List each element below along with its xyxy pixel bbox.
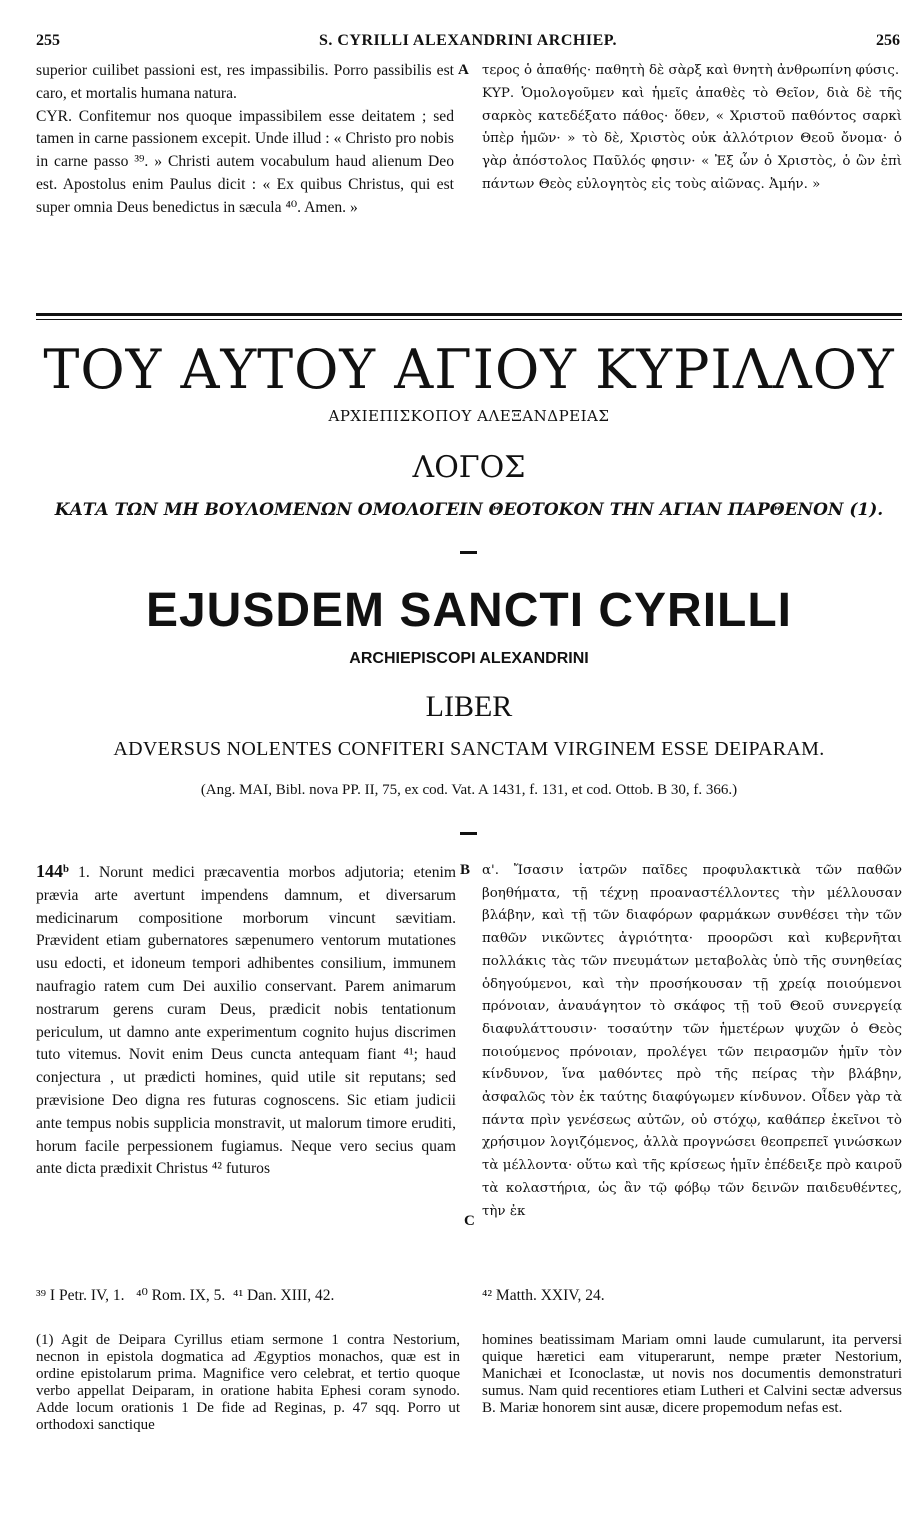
top-greek-text: τερος ὁ ἀπαθής· παθητὴ δὲ σὰρξ καὶ θνητὴ ἀνθρωπίνη φύσις. ΚΥΡ. Ὁμολογοῦμεν καὶ ἡμεῖς ἀπαθὲς τὸ Θεῖον, διὰ δὲ τῆς σαρκὸς κατεδέξατο πάθος· ὅθεν, « Χριστοῦ παθόντος σαρκὶ ὑπὲρ ἡμῶν· » τὸ δὲ, Χριστὸς οὐκ ἀλλότριον Θεοῦ ὄνομα· ὁ γὰρ ἀπόστολος Παῦλός φησιν· « Ἐξ ὧν ὁ Χριστὸς, ὁ ὢν ἐπὶ πάντων Θεὸς εὐλογητὸς εἰς τοὺς αἰῶνας. Ἀμήν. » xyxy=(482,63,902,192)
greek-subtitle: ΑΡΧΙΕΠΙΣΚΟΠΟΥ ΑΛΕΞΑΝΔΡΕΙΑΣ xyxy=(328,407,610,425)
page-number-left: 255 xyxy=(36,32,60,49)
footnote-left: (1) Agit de Deipara Cyrillus etiam sermone 1 contra Nestorium, necnon in epistola dogmatica ad Ægyptios monachos, quæ est in ordine epistolarum prima. Magnifice vero celebrat, et tertio quoque verbo appellat Deiparam, in oratione habita Ephesi coram synodo. Adde locum orationis 1 De fide ad Reginas, p. 47 sqq. Porro ut orthodoxi sanctique xyxy=(36,1332,460,1433)
greek-work-title: ΚΑΤΑ ΤΩΝ ΜΗ ΒΟΥΛΟΜΕΝΩΝ ΟΜΟΛΟΓΕΙΝ ΘΕΟΤΟΚΟΝ ΤΗΝ ΑΓΙΑΝ ΠΑΡΘΕΝΟΝ (1). xyxy=(54,500,884,520)
section-rule-thin xyxy=(36,319,902,320)
body-latin-column xyxy=(36,860,456,1181)
column-leader-number: 144ᵇ xyxy=(36,861,69,881)
body-greek-column xyxy=(482,860,902,1223)
section-rule-thick xyxy=(36,313,902,316)
top-latin-column xyxy=(36,60,454,220)
section-marker-a: A xyxy=(458,62,469,78)
divider-dash xyxy=(460,832,477,835)
greek-title: ΤΟΥ ΑΥΤΟΥ ΑΓΙΟΥ ΚΥΡΙΛΛΟΥ xyxy=(43,338,895,401)
greek-logos: ΛΟΓΟΣ xyxy=(412,450,526,485)
source-citation: (Ang. MAI, Bibl. nova PP. II, 75, ex cod. Vat. A 1431, f. 131, et cod. Ottob. B 30, f. 366.) xyxy=(200,782,738,798)
notes-left: ³⁹ I Petr. IV, 1. ⁴⁰ Rom. IX, 5. ⁴¹ Dan. XIII, 42. xyxy=(36,1287,335,1304)
running-head xyxy=(36,32,900,54)
latin-title: EJUSDEM SANCTI CYRILLI xyxy=(145,584,793,637)
body-latin-text: 1. Norunt medici præcaventia morbos adjutoria; etenim prævia arte avertunt impendens damnum, et diversarum medicinarum compositione morborum vincunt sævitiam. Prævident etiam gubernatores sæpenumero ventorum mutationes usu edocti, et idoneum tempori adhibentes consilium, immunem naufragio ratem cum Dei auxilio conservant. Parem animarum nostrarum gerens curam Deus, prædicit nobis tentationum periculum, ut damno ante experimentum cognito hujus discrimen tuto vitemus. Novit enim Deus cuncta antequam fiant ⁴¹; haud conjectura , ut prædicti homines, quid utile sit reputans; sed prævisione Deo digna res futuras cognoscens. Sic etiam judicii ante tempus nobis supplicia monstravit, ut malorum timore eruditi, horum facile perpessionem fugiamus. Neque vero secius quam ante dicta prædixit Christus ⁴² futuros xyxy=(36,864,456,1178)
top-greek-column xyxy=(482,60,902,197)
section-marker-c: C xyxy=(464,1213,475,1229)
footnote-right: homines beatissimam Mariam omni laude cumularunt, ita perversi quique hæretici eam vituperarunt, nempe præter Nestorium, Manichæi et Iconoclastæ, ut novis nos documentis demonstraturi sumus. Nam quid recentiores etiam Lutheri et Calvini sectæ adversus B. Mariæ honorem sint ausæ, dicere propemodum nefas est. xyxy=(482,1332,902,1416)
running-title: S. CYRILLI ALEXANDRINI ARCHIEP. xyxy=(318,32,618,49)
latin-work-title: ADVERSUS NOLENTES CONFITERI SANCTAM VIRGINEM ESSE DEIPARAM. xyxy=(113,738,825,760)
body-greek-text: α'. Ἴσασιν ἰατρῶν παῖδες προφυλακτικὰ τῶν παθῶν βοηθήματα, τῇ τέχνῃ προαναστέλλοντες τὴν μέλλουσαν βλάβην, καὶ τῇ τῶν διαφόρων φαρμάκων συνθέσει τὴν τῶν παθῶν νικῶντες ἀγριότητα· προορῶσι καὶ κυβερνῆται πολλάκις τὰς τῶν πνευμάτων μεταβολὰς ὑπὸ τῆς συνηθείας ὁδηγούμενοι, καὶ τὴν προσήκουσαν τῇ χρείᾳ ποιούμενοι πρόνοιαν, ἀναυάγητον τὸ σκάφος τῇ τοῦ Θεοῦ συνεργείᾳ διαφυλάττουσιν· τοσαύτην τῶν ἡμετέρων ψυχῶν ὁ Θεὸς ποιούμενος πρόνοιαν, προλέγει τῶν πειρασμῶν ἡμῖν τὸν κίνδυνον, ἵνα μαθόντες πρὸ τῆς πείρας τὴν βλάβην, ἀσφαλῶς τὸν ἐκ ταύτης διαφύγωμεν κίνδυνον. Οἶδεν γὰρ τὰ πάντα πρὶν γενέσεως αὐτῶν, οὐ στόχῳ, καθάπερ ἐκεῖνοι τὸ χρήσιμον λογιζόμενος, ἀλλὰ προγνώσει θεοπρεπεῖ γινώσκων τὰ μέλλοντα· οὕτω καὶ τῆς κρίσεως ἡμῖν ἐπέδειξε πρὸ καιροῦ τὰ κολαστήρια, ὡς ἂν τῷ φόβῳ τῶν δεινῶν παιδευθέντες, τὴν ἐκ xyxy=(482,863,902,1219)
notes-right: ⁴² Matth. XXIV, 24. xyxy=(482,1287,605,1304)
divider-dash xyxy=(460,551,477,554)
page-number-right: 256 xyxy=(876,32,900,49)
section-marker-b: B xyxy=(460,862,471,878)
top-latin-text: superior cuilibet passioni est, res impassibilis. Porro passibilis est caro, et mortalis humana natura. CYR. Confitemur nos quoque impassibilem esse deitatem ; sed tamen in carne passionem excepit. Unde illud : « Christo pro nobis in carne passo ³⁹. » Christi autem vocabulum haud alienum Deo est. Apostolus enim Paulus dicit : « Ex quibus Christus, qui est super omnia Deus benedictus in sæcula ⁴⁰. Amen. » xyxy=(36,62,454,216)
latin-subtitle: ARCHIEPISCOPI ALEXANDRINI xyxy=(349,650,589,667)
latin-liber: LIBER xyxy=(425,690,513,723)
